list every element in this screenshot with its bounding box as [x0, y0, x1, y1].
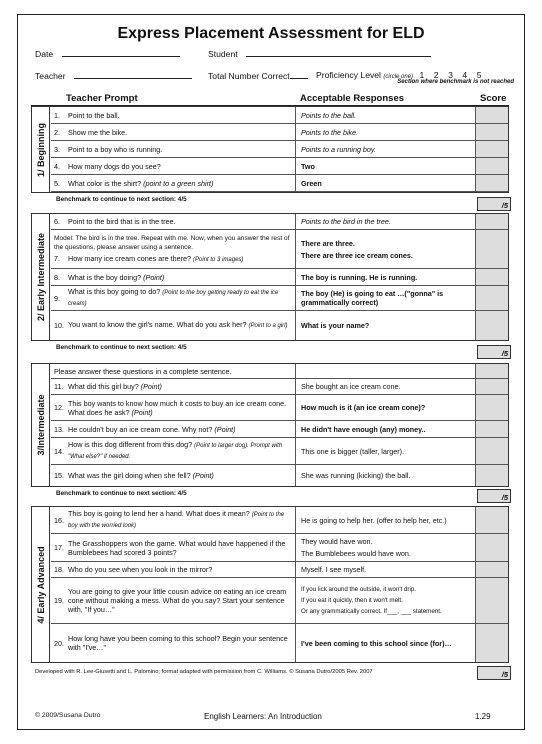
- question-prompt: Show me the bike.: [68, 127, 128, 137]
- section-label: 2/ Early Intermediate: [35, 232, 46, 322]
- date-field: [35, 48, 180, 59]
- question-row: [51, 107, 476, 124]
- model-intro: Model: The bird is in the tree. Repeat with me. Now, when you answer the rest of the questions, please answer using a sentence.: [54, 234, 290, 251]
- intro-row: [51, 364, 476, 379]
- section-early-advanced: [31, 506, 509, 663]
- question-row: [51, 578, 476, 624]
- score-cell[interactable]: [475, 124, 508, 141]
- question-number: 13.: [54, 424, 64, 434]
- acceptable-response: I've been coming to this school since (for)…: [301, 638, 452, 648]
- question-note: (Point): [214, 424, 236, 434]
- section-intermediate: [31, 363, 509, 487]
- student-field: [208, 48, 431, 59]
- question-row: [51, 507, 476, 534]
- question-number: 2.: [54, 127, 60, 137]
- question-row: [51, 311, 476, 340]
- circle-one-note: (circle one): [383, 74, 414, 80]
- question-prompt: What is the boy doing?: [68, 272, 142, 282]
- question-number: 16.: [54, 515, 64, 525]
- question-number: 18.: [54, 565, 64, 574]
- question-note: (Point): [131, 407, 153, 417]
- question-row: [51, 534, 476, 562]
- question-number: 17.: [54, 543, 64, 552]
- acceptable-response: She bought an ice cream cone.: [301, 382, 401, 391]
- question-number: 20.: [54, 638, 64, 648]
- question-note: (Point to the boy with the worried look): [68, 512, 285, 529]
- question-prompt: He couldn't buy an ice cream cone. Why not?: [68, 424, 213, 434]
- question-number: 8.: [54, 272, 60, 282]
- question-row: [51, 395, 476, 421]
- score-cell[interactable]: [475, 214, 508, 230]
- score-cell[interactable]: [475, 624, 508, 662]
- section-label: 3/Intermediate: [35, 394, 46, 456]
- question-prompt: Who do you see when you look in the mirror?: [68, 565, 213, 574]
- acceptable-response: Or any grammatically correct. If___, ___ statement.: [301, 607, 442, 615]
- acceptable-response: The boy (He) is going to eat …("gonna" is grammatically correct): [301, 289, 444, 307]
- question-note: (point to a green shirt): [143, 178, 214, 188]
- score-cell[interactable]: [475, 507, 508, 534]
- acceptable-response: How much is it (an ice cream cone)?: [301, 403, 426, 412]
- question-note: (Point): [143, 272, 165, 282]
- acceptable-response: He is going to help her. (offer to help her, etc.): [301, 515, 447, 525]
- benchmark-text: Benchmark to continue to next section: 4/5: [56, 196, 187, 203]
- question-row: [51, 465, 476, 486]
- question-row: [51, 141, 476, 158]
- acceptable-response: What is your name?: [301, 321, 370, 330]
- question-prompt: The Grasshoppers won the game. What would have happened if the Bumblebees had scored 3 points?: [68, 538, 286, 557]
- score-cell[interactable]: [475, 364, 508, 379]
- column-header-score: Score: [480, 93, 507, 104]
- column-header-prompt: Teacher Prompt: [66, 93, 138, 104]
- question-number: 9.: [54, 293, 60, 303]
- question-prompt: You want to know the girl's name. What do you ask her?: [68, 320, 247, 329]
- question-prompt: What is this boy going to do?: [68, 287, 161, 296]
- column-header-responses: Acceptable Responses: [300, 93, 405, 104]
- page-title: Express Placement Assessment for ELD: [117, 25, 425, 42]
- question-number: 6.: [54, 217, 60, 226]
- question-number: 5.: [54, 178, 60, 188]
- acceptable-response: There are three ice cream cones.: [301, 250, 413, 260]
- question-row: [51, 158, 476, 175]
- score-cell[interactable]: [475, 269, 508, 286]
- section-label-cell: [32, 507, 50, 662]
- date-blank: [62, 48, 180, 57]
- acceptable-response: The boy is running. He is running.: [301, 272, 418, 282]
- question-prompt: How many dogs do you see?: [68, 161, 161, 171]
- section-label: 1/ Beginning: [35, 122, 46, 177]
- footer-book-title: English Learners: An Introduction: [204, 712, 322, 721]
- question-note: (Point): [192, 471, 214, 480]
- question-row: [51, 438, 476, 465]
- question-prompt: What color is the shirt?: [68, 178, 142, 188]
- section-total[interactable]: /5: [477, 489, 511, 503]
- question-number: 3.: [54, 144, 60, 154]
- question-prompt: Point to a boy who is running.: [68, 144, 163, 154]
- question-prompt: Point to the ball.: [68, 110, 120, 120]
- score-cell[interactable]: [475, 421, 508, 438]
- assessment-page: [17, 14, 525, 730]
- acceptable-response: The Bumblebees would have won.: [301, 549, 411, 558]
- section-label-cell: [32, 107, 50, 192]
- question-note: (Point to 3 images): [193, 256, 244, 263]
- score-cell[interactable]: [475, 395, 508, 421]
- student-label: Student: [208, 49, 238, 59]
- question-prompt: What did this girl buy?: [68, 382, 139, 391]
- question-number: 12.: [54, 403, 64, 412]
- score-cell[interactable]: [475, 107, 508, 124]
- benchmark-text: Benchmark to continue to next section: 4/5: [56, 344, 187, 351]
- acceptable-response: Points to the bike.: [301, 127, 359, 137]
- question-prompt: How many ice cream cones are there?: [68, 253, 192, 263]
- question-prompt: Point to the bird that is in the tree.: [68, 217, 176, 226]
- question-prompt: You are going to give your little cousin advice on eating an ice cream cone without making a mess. What do you say? Start your sentence with, "If you…": [68, 587, 287, 614]
- question-row: [51, 286, 476, 311]
- question-row: [51, 214, 476, 230]
- acceptable-response: There are three.: [301, 238, 355, 248]
- score-cell[interactable]: [475, 286, 508, 311]
- question-prompt: How is this dog different from this dog?: [68, 440, 193, 449]
- student-blank: [246, 48, 431, 57]
- score-cell[interactable]: [475, 562, 508, 578]
- acceptable-response: They would have won.: [301, 537, 373, 546]
- question-number: 4.: [54, 161, 60, 171]
- question-prompt: This boy is going to lend her a hand. What does it mean?: [68, 509, 250, 518]
- score-cell[interactable]: [475, 230, 508, 269]
- section-total[interactable]: /5: [477, 345, 511, 359]
- teacher-label: Teacher: [35, 71, 66, 81]
- footer-page-number: 1.29: [475, 712, 491, 721]
- question-row: [51, 230, 476, 269]
- question-number: 11.: [54, 382, 64, 391]
- acceptable-response: Points to the ball.: [301, 110, 357, 120]
- question-row: [51, 624, 476, 662]
- total-label: Total Number Correct: [208, 71, 290, 81]
- score-cell[interactable]: [475, 175, 508, 192]
- acceptable-response: If you eat it quickly, then it won't melt.: [301, 596, 403, 604]
- section-label-cell: [32, 364, 50, 486]
- score-cell[interactable]: [475, 465, 508, 486]
- section-beginning: [31, 106, 509, 193]
- date-label: Date: [35, 49, 54, 59]
- acceptable-response: If you lick around the outside, it won't drip.: [301, 585, 417, 593]
- section-total[interactable]: /5: [477, 197, 511, 211]
- acceptable-response: Two: [301, 161, 315, 171]
- score-cell[interactable]: [475, 311, 508, 340]
- acceptable-response: This one is bigger (taller, larger).: [301, 446, 405, 456]
- question-prompt: What was the girl doing when she fell?: [68, 471, 191, 480]
- proficiency-label: Proficiency Level: [316, 70, 381, 80]
- score-cell[interactable]: [475, 158, 508, 175]
- footer-copyright: © 2009/Susana Dutro: [35, 712, 101, 719]
- question-note: (Point to larger dog). Prompt with "What else?" if needed.: [68, 443, 283, 460]
- question-note: (Point to a girl): [248, 323, 288, 329]
- question-row: [51, 175, 476, 192]
- total-field: [208, 70, 308, 81]
- benchmark-text: Benchmark to continue to next section: 4/5: [56, 490, 187, 497]
- score-cell[interactable]: [475, 141, 508, 158]
- section-total[interactable]: /5: [477, 666, 511, 680]
- score-cell[interactable]: [475, 438, 508, 465]
- proficiency-levels: 1 2 3 4 5: [419, 70, 482, 80]
- acceptable-response: Myself. I see myself.: [301, 565, 367, 574]
- question-row: [51, 421, 476, 438]
- section-early-intermediate: [31, 213, 509, 341]
- acceptable-response: She was running (kicking) the ball.: [301, 471, 411, 480]
- acceptable-response: Points to a running boy.: [301, 144, 376, 154]
- acceptable-response: Green: [301, 178, 322, 188]
- question-row: [51, 379, 476, 395]
- total-blank: [290, 70, 308, 79]
- credit-line: Developed with R. Lee-Giusetti and L. Palomino; format adapted with permission from C. Williams. © Susana Dutro/2005 Rev. 2007: [35, 669, 373, 675]
- section-label-cell: [32, 214, 50, 340]
- score-cell[interactable]: [475, 534, 508, 562]
- question-note: (Point): [140, 382, 162, 391]
- question-prompt: How long have you been coming to this school? Begin your sentence with "I've…": [68, 634, 288, 652]
- teacher-blank: [74, 70, 192, 79]
- question-number: 10.: [54, 321, 64, 330]
- question-note: (Point to the boy getting ready to eat the ice cream): [68, 290, 279, 307]
- question-row: [51, 269, 476, 286]
- acceptable-response: He didn't have enough (any) money..: [301, 424, 426, 434]
- question-number: 14.: [54, 446, 64, 456]
- score-cell[interactable]: [475, 379, 508, 395]
- teacher-field: [35, 70, 192, 81]
- question-number: 15.: [54, 471, 64, 480]
- section-intro: Please answer these questions in a complete sentence.: [54, 366, 232, 376]
- acceptable-response: Points to the bird in the tree.: [301, 217, 391, 226]
- question-row: [51, 562, 476, 578]
- question-row: [51, 124, 476, 141]
- section-label: 4/ Early Advanced: [35, 545, 46, 624]
- question-number: 1.: [54, 110, 60, 120]
- score-cell[interactable]: [475, 578, 508, 624]
- benchmark-note: Section where benchmark is not reached: [397, 79, 514, 85]
- question-number: 19.: [54, 596, 64, 605]
- question-prompt: This boy wants to know how much it costs to buy an ice cream cone. What does he ask?: [68, 398, 287, 417]
- question-number: 7.: [54, 253, 60, 263]
